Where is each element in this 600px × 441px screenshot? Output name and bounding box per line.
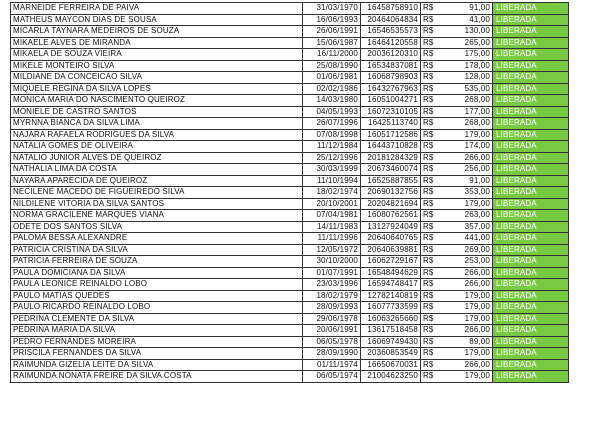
document-number-cell: 16464120558 [361, 37, 421, 49]
currency-cell: R$ [421, 72, 439, 84]
table-row [11, 336, 569, 348]
currency-cell: R$ [421, 187, 439, 199]
currency-cell: R$ [421, 95, 439, 107]
birth-date-cell: 14/03/1980 [303, 95, 361, 107]
document-number-cell: 13127924049 [361, 221, 421, 233]
document-number-cell: 20640640765 [361, 233, 421, 245]
status-cell: LIBERADA [493, 83, 569, 95]
table-row [11, 14, 569, 26]
birth-date-cell: 11/12/1984 [303, 141, 361, 153]
document-number-cell: 20204821694 [361, 198, 421, 210]
document-number-cell: 16062729167 [361, 256, 421, 268]
name-cell: ODETE DOS SANTOS SILVA [11, 221, 303, 233]
amount-cell: 128,00 [439, 72, 493, 84]
status-cell: LIBERADA [493, 95, 569, 107]
amount-cell: 266,00 [439, 267, 493, 279]
document-number-cell: 16069749430 [361, 336, 421, 348]
document-number-cell: 16650670031 [361, 359, 421, 371]
document-number-cell: 20036120310 [361, 49, 421, 61]
table-row [11, 221, 569, 233]
amount-cell: 441,00 [439, 233, 493, 245]
table-row [11, 210, 569, 222]
table-row [11, 256, 569, 268]
name-cell: PRISCILA FERNANDES DA SILVA [11, 348, 303, 360]
amount-cell: 91,00 [439, 175, 493, 187]
document-number-cell: 20360853549 [361, 348, 421, 360]
currency-cell: R$ [421, 14, 439, 26]
beneficiary-table [10, 2, 569, 383]
amount-cell: 256,00 [439, 164, 493, 176]
status-cell: LIBERADA [493, 313, 569, 325]
table-row [11, 371, 569, 383]
amount-cell: 41,00 [439, 14, 493, 26]
currency-cell: R$ [421, 83, 439, 95]
currency-cell: R$ [421, 210, 439, 222]
currency-cell: R$ [421, 198, 439, 210]
document-number-cell: 20464064834 [361, 14, 421, 26]
document-number-cell: 20640639881 [361, 244, 421, 256]
amount-cell: 266,00 [439, 152, 493, 164]
birth-date-cell: 06/05/1974 [303, 371, 361, 383]
birth-date-cell: 18/02/1979 [303, 290, 361, 302]
birth-date-cell: 14/11/1983 [303, 221, 361, 233]
table-row [11, 325, 569, 337]
table-row [11, 83, 569, 95]
amount-cell: 174,00 [439, 141, 493, 153]
currency-cell: R$ [421, 141, 439, 153]
document-number-cell: 16432767963 [361, 83, 421, 95]
table-row [11, 106, 569, 118]
status-cell: LIBERADA [493, 279, 569, 291]
currency-cell: R$ [421, 221, 439, 233]
name-cell: PEDRO FERNANDES MOREIRA [11, 336, 303, 348]
status-cell: LIBERADA [493, 175, 569, 187]
table-body [11, 3, 569, 383]
name-cell: NATALIO JUNIOR ALVES DE QUEIROZ [11, 152, 303, 164]
birth-date-cell: 25/12/1996 [303, 152, 361, 164]
birth-date-cell: 25/08/1990 [303, 60, 361, 72]
name-cell: PATRICIA CRISTINA DA SILVA [11, 244, 303, 256]
birth-date-cell: 30/03/1999 [303, 164, 361, 176]
birth-date-cell: 28/09/1993 [303, 302, 361, 314]
document-number-cell: 20181284329 [361, 152, 421, 164]
amount-cell: 179,00 [439, 129, 493, 141]
amount-cell: 89,00 [439, 336, 493, 348]
table-row [11, 3, 569, 15]
currency-cell: R$ [421, 106, 439, 118]
amount-cell: 179,00 [439, 371, 493, 383]
birth-date-cell: 11/10/1994 [303, 175, 361, 187]
name-cell: PAULA LEONICE REINALDO LOBO [11, 279, 303, 291]
amount-cell: 269,00 [439, 244, 493, 256]
status-cell: LIBERADA [493, 244, 569, 256]
amount-cell: 179,00 [439, 313, 493, 325]
birth-date-cell: 26/06/1991 [303, 26, 361, 38]
birth-date-cell: 07/04/1981 [303, 210, 361, 222]
currency-cell: R$ [421, 26, 439, 38]
status-cell: LIBERADA [493, 325, 569, 337]
name-cell: MYRNNA BIANCA DA SILVA LIMA [11, 118, 303, 130]
currency-cell: R$ [421, 37, 439, 49]
birth-date-cell: 20/10/2001 [303, 198, 361, 210]
table-row [11, 198, 569, 210]
currency-cell: R$ [421, 336, 439, 348]
currency-cell: R$ [421, 371, 439, 383]
status-cell: LIBERADA [493, 210, 569, 222]
name-cell: RAIMUNDA NONATA FREIRE DA SILVA COSTA [11, 371, 303, 383]
amount-cell: 175,00 [439, 49, 493, 61]
name-cell: MONICA MARIA DO NASCIMENTO QUEIROZ [11, 95, 303, 107]
document-number-cell: 16077733599 [361, 302, 421, 314]
amount-cell: 535,00 [439, 83, 493, 95]
name-cell: MICARLA TAYNARA MEDEIROS DE SOUZA [11, 26, 303, 38]
birth-date-cell: 11/11/1996 [303, 233, 361, 245]
table-row [11, 187, 569, 199]
name-cell: MATHEUS MAYCON DIAS DE SOUSA [11, 14, 303, 26]
amount-cell: 179,00 [439, 198, 493, 210]
name-cell: MIKAELA DE SOUZA VIEIRA [11, 49, 303, 61]
name-cell: NATHALIA LIMA DA COSTA [11, 164, 303, 176]
currency-cell: R$ [421, 152, 439, 164]
amount-cell: 266,00 [439, 279, 493, 291]
document-number-cell: 13617518458 [361, 325, 421, 337]
document-number-cell: 20673460074 [361, 164, 421, 176]
birth-date-cell: 30/10/2000 [303, 256, 361, 268]
table-row [11, 244, 569, 256]
document-number-cell: 16051712586 [361, 129, 421, 141]
table-row [11, 175, 569, 187]
document-number-cell: 20690132756 [361, 187, 421, 199]
name-cell: NECILENE MACEDO DE FIGUEIREDO SILVA [11, 187, 303, 199]
currency-cell: R$ [421, 244, 439, 256]
amount-cell: 178,00 [439, 60, 493, 72]
name-cell: PATRICIA FERREIRA DE SOUZA [11, 256, 303, 268]
table-row [11, 37, 569, 49]
table-row [11, 72, 569, 84]
amount-cell: 253,00 [439, 256, 493, 268]
document-number-cell: 16546535573 [361, 26, 421, 38]
status-cell: LIBERADA [493, 141, 569, 153]
table-row [11, 302, 569, 314]
name-cell: MILDIANE DA CONCEICAO SILVA [11, 72, 303, 84]
table-row [11, 233, 569, 245]
document-number-cell: 16443710828 [361, 141, 421, 153]
table-row [11, 359, 569, 371]
currency-cell: R$ [421, 290, 439, 302]
status-cell: LIBERADA [493, 221, 569, 233]
amount-cell: 179,00 [439, 302, 493, 314]
name-cell: PAULO MATIAS QUEDES [11, 290, 303, 302]
document-number-cell: 21004623250 [361, 371, 421, 383]
status-cell: LIBERADA [493, 290, 569, 302]
name-cell: MIKAELE ALVES DE MIRANDA [11, 37, 303, 49]
currency-cell: R$ [421, 313, 439, 325]
table-row [11, 141, 569, 153]
amount-cell: 179,00 [439, 348, 493, 360]
birth-date-cell: 26/07/1996 [303, 118, 361, 130]
name-cell: MIQUELE REGINA DA SILVA LOPES [11, 83, 303, 95]
document-number-cell: 16063265660 [361, 313, 421, 325]
document-number-cell: 16072310105 [361, 106, 421, 118]
name-cell: NORMA GRACILENE MARQUES VIANA [11, 210, 303, 222]
amount-cell: 91,00 [439, 3, 493, 15]
table-row [11, 348, 569, 360]
document-number-cell: 16458758910 [361, 3, 421, 15]
status-cell: LIBERADA [493, 72, 569, 84]
status-cell: LIBERADA [493, 37, 569, 49]
name-cell: PEDRINA CLEMENTE DA SILVA [11, 313, 303, 325]
currency-cell: R$ [421, 60, 439, 72]
name-cell: NILDILENE VITORIA DA SILVA SANTOS [11, 198, 303, 210]
name-cell: NAJARA RAFAELA RODRIGUES DA SILVA [11, 129, 303, 141]
birth-date-cell: 04/05/1993 [303, 106, 361, 118]
currency-cell: R$ [421, 279, 439, 291]
status-cell: LIBERADA [493, 26, 569, 38]
birth-date-cell: 16/06/1993 [303, 14, 361, 26]
birth-date-cell: 31/03/1970 [303, 3, 361, 15]
status-cell: LIBERADA [493, 302, 569, 314]
status-cell: LIBERADA [493, 129, 569, 141]
status-cell: LIBERADA [493, 256, 569, 268]
amount-cell: 130,00 [439, 26, 493, 38]
birth-date-cell: 01/06/1981 [303, 72, 361, 84]
status-cell: LIBERADA [493, 164, 569, 176]
currency-cell: R$ [421, 175, 439, 187]
currency-cell: R$ [421, 118, 439, 130]
table-row [11, 313, 569, 325]
amount-cell: 268,00 [439, 95, 493, 107]
birth-date-cell: 28/09/1990 [303, 348, 361, 360]
amount-cell: 268,00 [439, 118, 493, 130]
birth-date-cell: 01/07/1991 [303, 267, 361, 279]
birth-date-cell: 16/11/2000 [303, 49, 361, 61]
currency-cell: R$ [421, 164, 439, 176]
currency-cell: R$ [421, 325, 439, 337]
amount-cell: 266,00 [439, 359, 493, 371]
currency-cell: R$ [421, 267, 439, 279]
status-cell: LIBERADA [493, 60, 569, 72]
table-row [11, 267, 569, 279]
status-cell: LIBERADA [493, 336, 569, 348]
table-row [11, 279, 569, 291]
name-cell: PAULO RICARDO REINALDO LOBO [11, 302, 303, 314]
table-row [11, 60, 569, 72]
amount-cell: 177,00 [439, 106, 493, 118]
amount-cell: 266,00 [439, 325, 493, 337]
document-number-cell: 16425113740 [361, 118, 421, 130]
table-row [11, 26, 569, 38]
document-number-cell: 16594748417 [361, 279, 421, 291]
birth-date-cell: 15/06/1987 [303, 37, 361, 49]
birth-date-cell: 18/02/1974 [303, 187, 361, 199]
table-row [11, 152, 569, 164]
currency-cell: R$ [421, 3, 439, 15]
amount-cell: 353,00 [439, 187, 493, 199]
name-cell: RAIMUNDA GIZELIA LEITE DA SILVA [11, 359, 303, 371]
currency-cell: R$ [421, 302, 439, 314]
name-cell: NATALIA GOMES DE OLIVEIRA [11, 141, 303, 153]
document-number-cell: 16534837081 [361, 60, 421, 72]
status-cell: LIBERADA [493, 152, 569, 164]
currency-cell: R$ [421, 129, 439, 141]
status-cell: LIBERADA [493, 49, 569, 61]
birth-date-cell: 01/11/1974 [303, 359, 361, 371]
status-cell: LIBERADA [493, 106, 569, 118]
document-number-cell: 16068798903 [361, 72, 421, 84]
document-number-cell: 16548494629 [361, 267, 421, 279]
currency-cell: R$ [421, 233, 439, 245]
table-row [11, 118, 569, 130]
name-cell: PEDRINA MARIA DA SILVA [11, 325, 303, 337]
amount-cell: 265,00 [439, 37, 493, 49]
table-row [11, 164, 569, 176]
birth-date-cell: 06/05/1978 [303, 336, 361, 348]
status-cell: LIBERADA [493, 3, 569, 15]
table-row [11, 290, 569, 302]
table-row [11, 49, 569, 61]
status-cell: LIBERADA [493, 359, 569, 371]
name-cell: MARNEIDE FERREIRA DE PAIVA [11, 3, 303, 15]
amount-cell: 179,00 [439, 290, 493, 302]
amount-cell: 357,00 [439, 221, 493, 233]
name-cell: NAYARA APARECIDA DE QUEIROZ [11, 175, 303, 187]
name-cell: PALOMA BESSA ALEXANDRE [11, 233, 303, 245]
table-row [11, 95, 569, 107]
currency-cell: R$ [421, 49, 439, 61]
status-cell: LIBERADA [493, 198, 569, 210]
document-number-cell: 12782140819 [361, 290, 421, 302]
status-cell: LIBERADA [493, 348, 569, 360]
name-cell: MONIELE DE CASTRO SANTOS [11, 106, 303, 118]
document-number-cell: 16051004271 [361, 95, 421, 107]
name-cell: MIKELE MONTEIRO SILVA [11, 60, 303, 72]
status-cell: LIBERADA [493, 118, 569, 130]
status-cell: LIBERADA [493, 371, 569, 383]
birth-date-cell: 02/02/1986 [303, 83, 361, 95]
currency-cell: R$ [421, 256, 439, 268]
status-cell: LIBERADA [493, 187, 569, 199]
currency-cell: R$ [421, 348, 439, 360]
birth-date-cell: 12/05/1972 [303, 244, 361, 256]
currency-cell: R$ [421, 359, 439, 371]
birth-date-cell: 20/06/1991 [303, 325, 361, 337]
table-row [11, 129, 569, 141]
status-cell: LIBERADA [493, 14, 569, 26]
amount-cell: 263,00 [439, 210, 493, 222]
birth-date-cell: 29/06/1978 [303, 313, 361, 325]
status-cell: LIBERADA [493, 233, 569, 245]
birth-date-cell: 23/03/1996 [303, 279, 361, 291]
document-number-cell: 16080762561 [361, 210, 421, 222]
status-cell: LIBERADA [493, 267, 569, 279]
document-number-cell: 16525887855 [361, 175, 421, 187]
birth-date-cell: 07/08/1998 [303, 129, 361, 141]
name-cell: PAULA DOMICIANA DA SILVA [11, 267, 303, 279]
